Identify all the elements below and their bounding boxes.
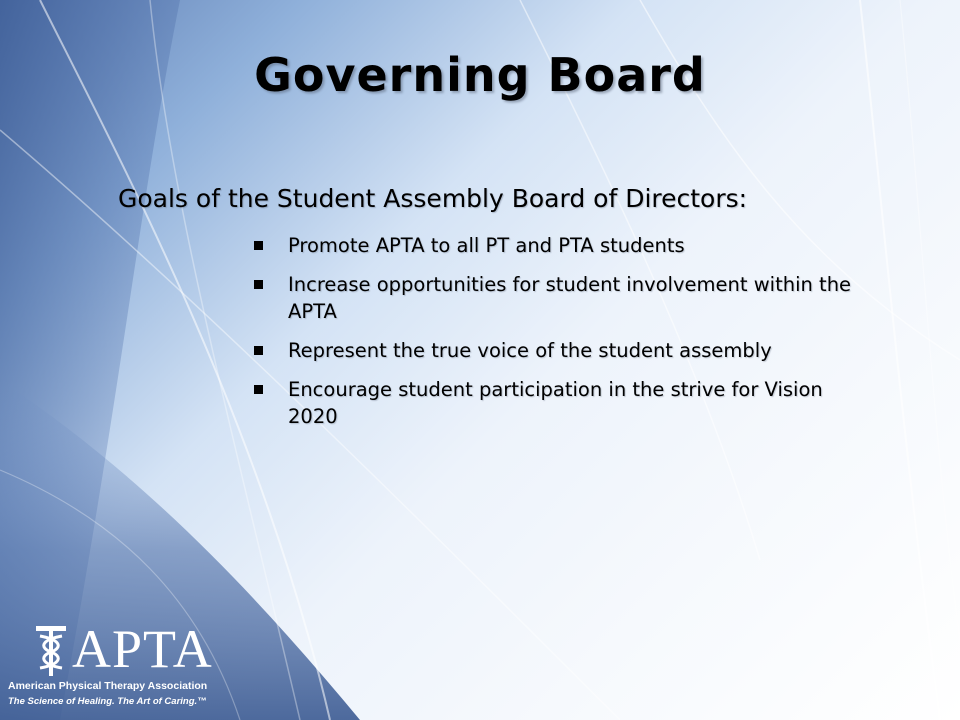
logo-wordmark: APTA xyxy=(72,619,213,679)
square-bullet-icon xyxy=(254,241,263,250)
goal-text: Promote APTA to all PT and PTA students xyxy=(288,234,685,257)
caduceus-icon xyxy=(32,624,70,678)
slide-subtitle: Goals of the Student Assembly Board of Directors: xyxy=(118,184,748,213)
square-bullet-icon xyxy=(254,385,263,394)
goal-item xyxy=(252,271,852,325)
apta-logo xyxy=(8,618,213,714)
goal-text: Encourage student participation in the strive for Vision 2020 xyxy=(288,378,823,428)
goal-item xyxy=(252,232,852,259)
slide-title: Governing Board xyxy=(254,48,706,102)
goal-item xyxy=(252,376,852,430)
square-bullet-icon xyxy=(254,280,263,289)
goal-text: Increase opportunities for student involvement within the APTA xyxy=(288,273,852,323)
goal-text: Represent the true voice of the student assembly xyxy=(288,339,772,362)
goal-item xyxy=(252,337,852,364)
square-bullet-icon xyxy=(254,346,263,355)
logo-organization: American Physical Therapy Association xyxy=(8,680,208,692)
goals-list xyxy=(252,232,852,442)
logo-tagline: The Science of Healing. The Art of Caring.™ xyxy=(8,696,207,707)
